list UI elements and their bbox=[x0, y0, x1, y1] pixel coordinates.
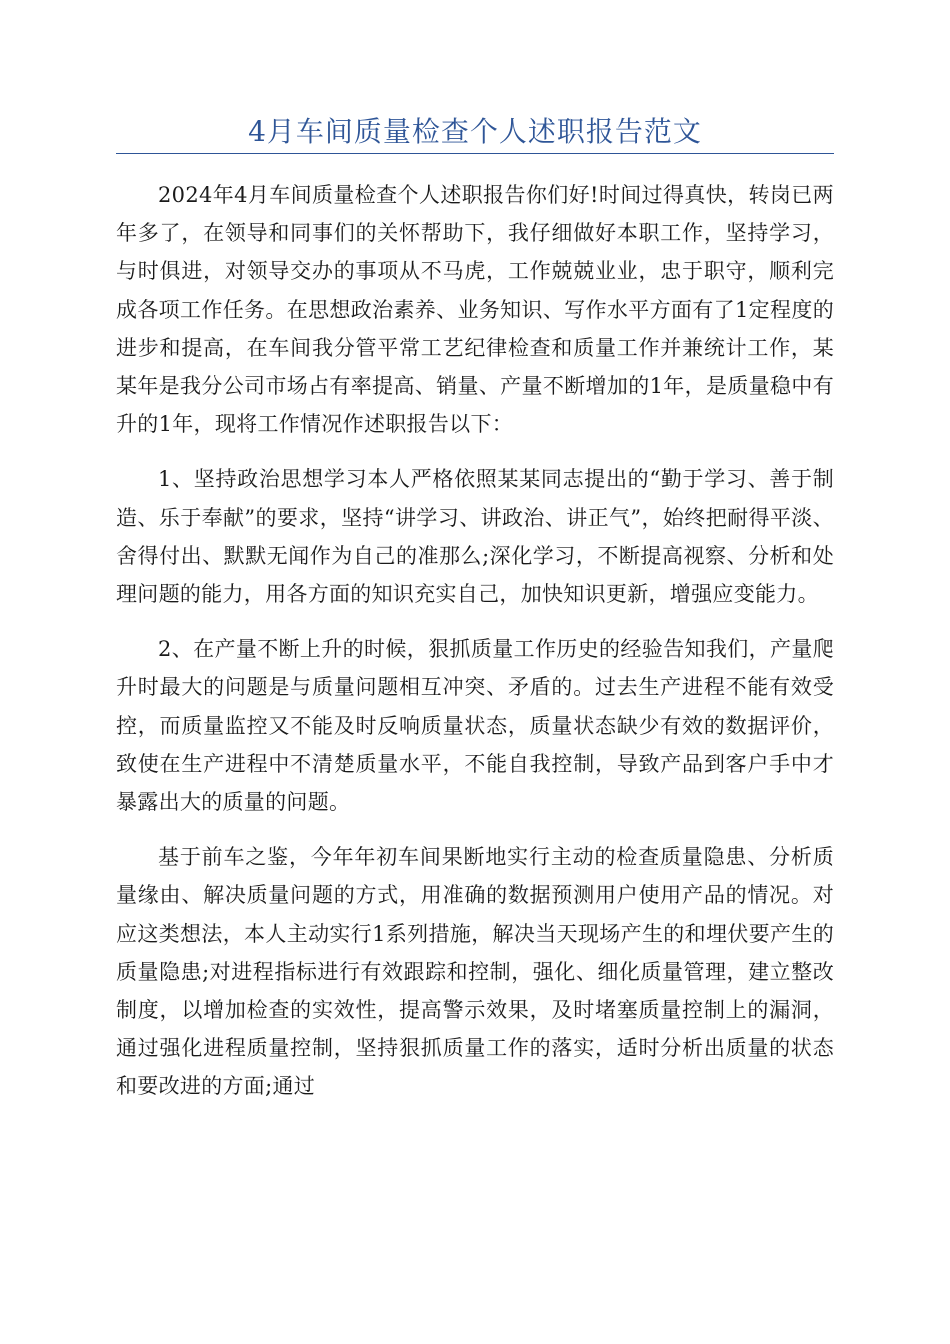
title-underline bbox=[116, 153, 834, 154]
paragraph-intro: 2024年4月车间质量检查个人述职报告你们好!时间过得真快，转岗已两年多了，在领导和同事们的关怀帮助下，我仔细做好本职工作，坚持学习，与时俱进，对领导交办的事项从不马虎，工作兢兢业业，忠于职守，顺利完成各项工作任务。在思想政治素养、业务知识、写作水平方面有了1定程度的进步和提高，在车间我分管平常工艺纪律检查和质量工作并兼统计工作，某某年是我分公司市场占有率提高、销量、产量不断增加的1年，是质量稳中有升的1年，现将工作情况作述职报告以下： bbox=[116, 183, 834, 437]
paragraph-point-1: 1、坚持政治思想学习本人严格依照某某同志提出的“勤于学习、善于制造、乐于奉献”的要求，坚持“讲学习、讲政治、讲正气”，始终把耐得平淡、舍得付出、默默无闻作为自己的准那么;深化学习，不断提高视察、分析和处理问题的能力，用各方面的知识充实自己，加快知识更新，增强应变能力。 bbox=[116, 467, 834, 607]
document-title: 4月车间质量检查个人述职报告范文 bbox=[248, 115, 702, 148]
paragraph-measures: 基于前车之鉴，今年年初车间果断地实行主动的检查质量隐患、分析质量缘由、解决质量问题的方式，用准确的数据预测用户使用产品的情况。对应这类想法，本人主动实行1系列措施，解决当天现场产生的和埋伏要产生的质量隐患;对进程指标进行有效跟踪和控制，强化、细化质量管理，建立整改制度，以增加检查的实效性，提高警示效果，及时堵塞质量控制上的漏洞，通过强化进程质量控制，坚持狠抓质量工作的落实，适时分析出质量的状态和要改进的方面;通过 bbox=[116, 845, 834, 1099]
paragraph-point-2: 2、在产量不断上升的时候，狠抓质量工作历史的经验告知我们，产量爬升时最大的问题是与质量问题相互冲突、矛盾的。过去生产进程不能有效受控，而质量监控又不能及时反响质量状态，质量状态缺少有效的数据评价，致使在生产进程中不清楚质量水平，不能自我控制，导致产品到客户手中才暴露出大的质量的问题。 bbox=[116, 637, 834, 815]
document-body bbox=[116, 176, 834, 1123]
